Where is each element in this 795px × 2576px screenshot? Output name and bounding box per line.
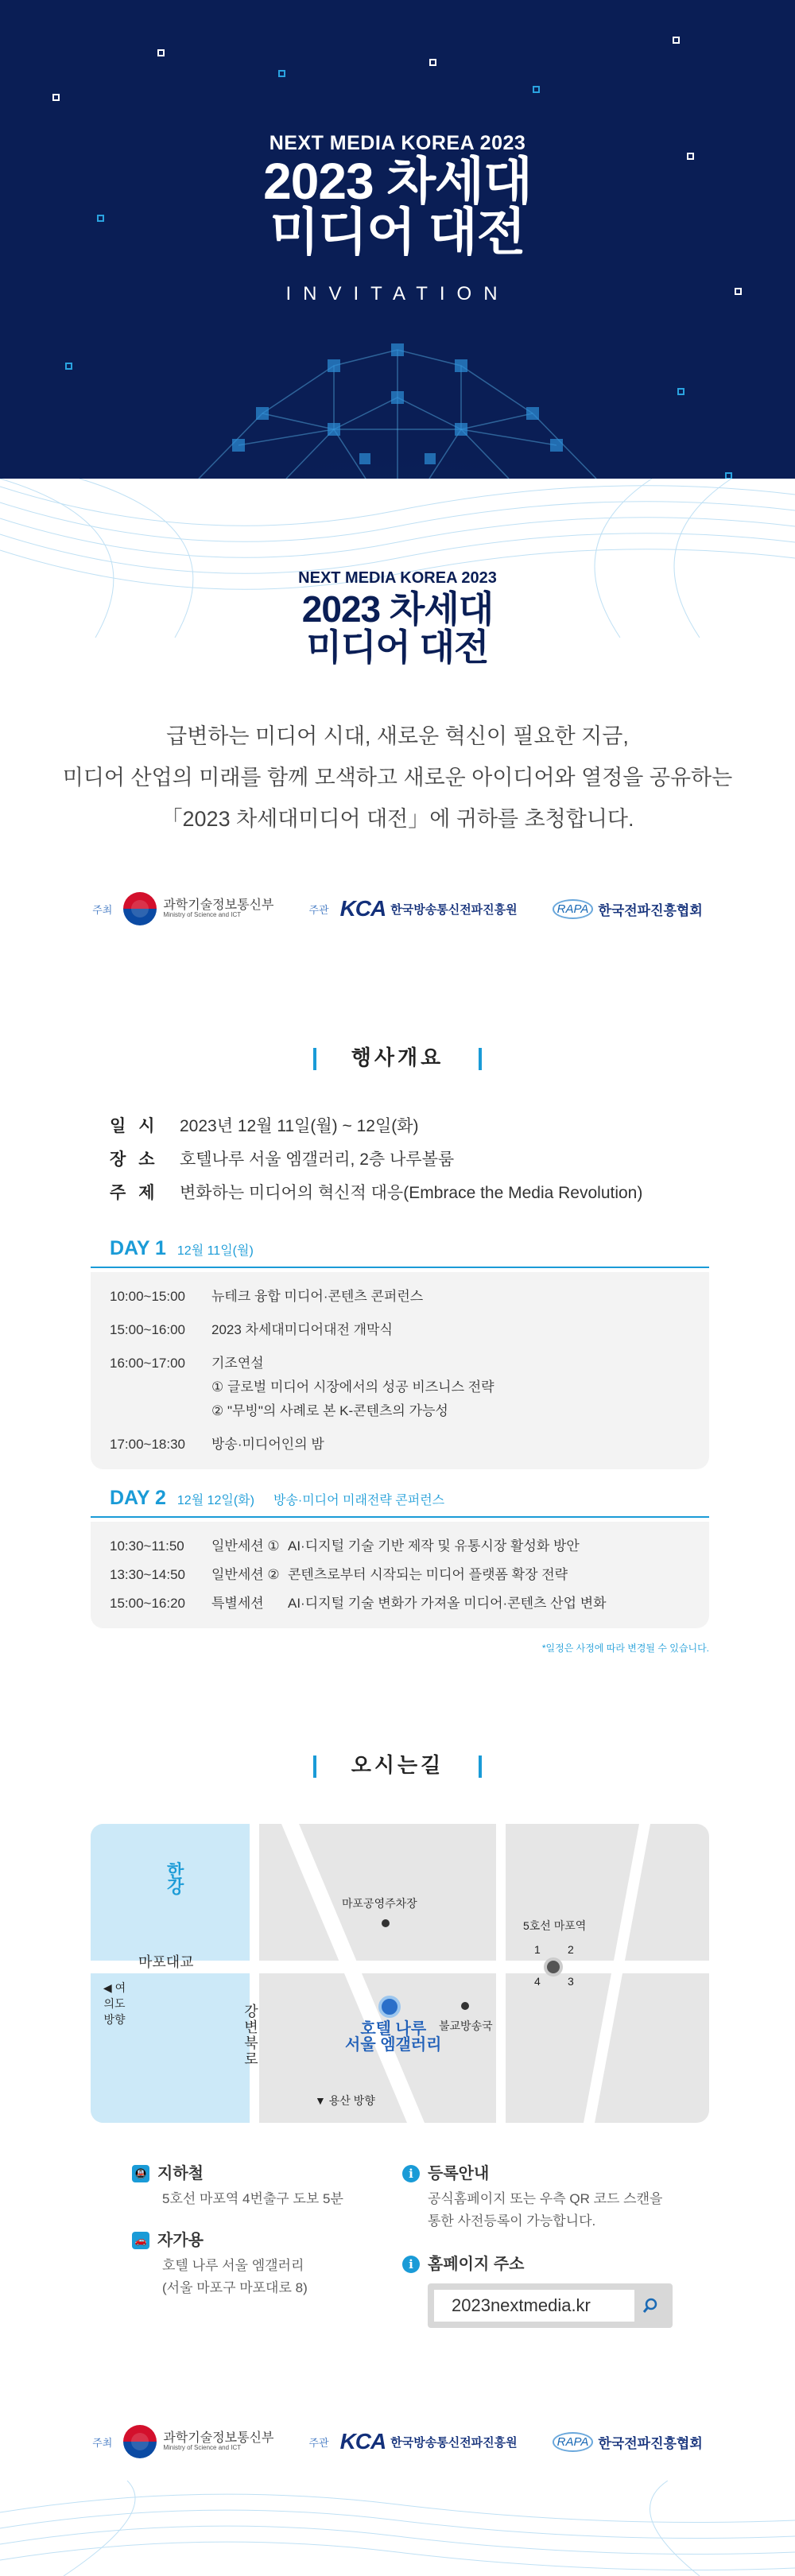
map-parking-label: 마포공영주차장 <box>342 1897 417 1910</box>
heading-bar <box>313 1048 316 1070</box>
decor-square <box>157 49 165 56</box>
map-bridge-label: 마포대교 <box>138 1954 194 1970</box>
registration-title: 등록안내 <box>428 2165 490 2182</box>
event-logo-line2: 미디어 대전 <box>306 627 489 668</box>
intro-line: 「2023 차세대미디어 대전」에 귀하를 초청합니다. <box>161 807 634 831</box>
wave-pattern-bottom <box>0 2481 795 2576</box>
schedule-row <box>110 1352 690 1375</box>
rapa-logo-icon: RAPA <box>553 899 594 919</box>
decor-square <box>52 94 60 101</box>
exit-label: 2 <box>568 1943 574 1956</box>
day2-schedule <box>91 1522 709 1628</box>
heading-bar <box>479 1755 482 1778</box>
host-label: 주최 <box>92 2436 113 2449</box>
rapa-logo-icon: RAPA <box>553 2432 594 2452</box>
day1-label: DAY 1 <box>110 1237 166 1259</box>
host-name-en: Ministry of Science and ICT <box>163 911 242 919</box>
map-temple-label: 불교방송국 <box>439 2019 493 2032</box>
search-icon[interactable] <box>634 2297 666 2314</box>
keynote-sub: ① 글로벌 미디어 시장에서의 성공 비즈니스 전략 <box>211 1379 494 1395</box>
car-text: (서울 마포구 마포대로 8) <box>162 2280 308 2295</box>
map-river-label: 한강 <box>167 1861 184 1897</box>
exit-label: 4 <box>534 1975 541 1988</box>
event-logo-line1: 2023 차세대 <box>301 588 494 630</box>
schedule-text: 콘텐츠로부터 시작되는 미디어 플랫폼 확장 전략 <box>288 1567 568 1582</box>
schedule-session: 일반세션 ① <box>211 1538 280 1554</box>
info-icon: i <box>402 2256 420 2273</box>
hero-title-line2: 미디어 대전 <box>270 204 525 261</box>
rapa-name: 한국전파진흥협회 <box>598 902 703 918</box>
schedule-time: 13:30~14:50 <box>110 1567 186 1582</box>
event-logo-title <box>0 590 795 666</box>
host-org <box>92 2425 273 2458</box>
day2-label: DAY 2 <box>110 1487 166 1509</box>
overview-value: 호텔나루 서울 엠갤러리, 2층 나루볼룸 <box>180 1150 455 1169</box>
schedule-row <box>110 1592 690 1616</box>
decor-square <box>429 59 436 66</box>
kca-name: 한국방송통신전파진흥원 <box>390 902 518 917</box>
overview-table <box>110 1110 714 1210</box>
organizer-label: 주관 <box>308 903 329 916</box>
schedule-time: 10:00~15:00 <box>110 1289 186 1304</box>
subway-title: 지하철 <box>157 2165 204 2182</box>
decor-square <box>673 37 680 44</box>
intro-line: 급변하는 미디어 시대, 새로운 혁신이 필요한 지금, <box>166 724 629 748</box>
rapa-org <box>553 899 703 919</box>
homepage-heading <box>402 2253 673 2275</box>
day2-track: 방송·미디어 미래전략 콘퍼런스 <box>273 1494 445 1507</box>
taegeuk-logo-icon <box>123 2425 157 2458</box>
rapa-org <box>553 2432 703 2452</box>
schedule-row <box>110 1534 690 1558</box>
host-org <box>92 892 273 925</box>
car-info <box>132 2229 308 2299</box>
overview-title: 행사개요 <box>351 1046 444 1069</box>
venue-marker-icon <box>378 1996 401 2018</box>
car-text: 호텔 나루 서울 엠갤러리 <box>162 2258 304 2273</box>
registration-info <box>402 2163 662 2233</box>
kca-logo-icon: KCA <box>339 2429 386 2454</box>
hero-banner <box>0 0 795 479</box>
schedule-row <box>110 1563 690 1587</box>
car-icon: 🚗 <box>132 2232 149 2249</box>
kca-org <box>308 896 517 921</box>
homepage-info <box>402 2253 673 2328</box>
keynote-sub: ② "무빙"의 사례로 본 K-콘텐츠의 가능성 <box>211 1403 448 1418</box>
schedule-time: 17:00~18:30 <box>110 1437 186 1452</box>
map-temple-dot <box>461 2002 469 2010</box>
host-name-ko: 과학기술정보통신부 <box>163 2431 274 2445</box>
venue-line: 호텔 나루 <box>360 2020 427 2038</box>
decor-square <box>533 86 540 93</box>
venue-label <box>345 2021 441 2053</box>
day1-schedule <box>91 1272 709 1469</box>
host-name-ko: 과학기술정보통신부 <box>163 898 274 912</box>
map-yongsan-label: ▼ 용산 방향 <box>315 2094 375 2107</box>
hero-kicker: NEXT MEDIA KOREA 2023 <box>269 132 526 154</box>
overview-row-date <box>110 1110 714 1143</box>
schedule-note: *일정은 사정에 따라 변경될 수 있습니다. <box>541 1643 709 1654</box>
overview-value: 2023년 12월 11일(월) ~ 12일(화) <box>180 1117 419 1135</box>
exit-label: 1 <box>534 1943 541 1956</box>
schedule-session: 일반세션 ② <box>211 1567 280 1582</box>
invitation-label: INVITATION <box>285 283 510 305</box>
overview-key: 일시 <box>110 1117 168 1135</box>
car-heading <box>132 2229 308 2252</box>
event-logo-kicker: NEXT MEDIA KOREA 2023 <box>298 569 497 587</box>
hero-title <box>0 153 795 261</box>
car-title: 자가용 <box>157 2232 204 2249</box>
map-parking-dot <box>382 1919 390 1927</box>
schedule-time: 10:30~11:50 <box>110 1538 184 1554</box>
map-road-label: 강변북로 <box>244 2004 258 2067</box>
overview-value: 변화하는 미디어의 혁신적 대응(Embrace the Media Revolution) <box>180 1184 643 1202</box>
day2-date: 12월 12일(화) <box>176 1494 254 1507</box>
day1-header <box>91 1237 709 1268</box>
overview-row-venue <box>110 1143 714 1177</box>
exit-label: 3 <box>568 1975 574 1988</box>
kca-name: 한국방송통신전파진흥원 <box>390 2435 518 2450</box>
subway-icon: 🚇 <box>132 2165 149 2182</box>
schedule-session: 특별세션 <box>211 1596 264 1611</box>
schedule-text: 기조연설 <box>211 1356 264 1371</box>
directions-heading <box>0 1749 795 1779</box>
heading-bar <box>313 1755 316 1778</box>
map-yeouido-label: ◀ 여의도 방향 <box>103 1981 126 2026</box>
map-station-label: 5호선 마포역 <box>523 1919 587 1932</box>
location-map[interactable] <box>91 1824 709 2123</box>
subway-heading <box>132 2163 343 2185</box>
schedule-text: AI·디지털 기술 변화가 가져올 미디어·콘텐츠 산업 변화 <box>288 1596 607 1611</box>
host-label: 주최 <box>92 903 113 916</box>
schedule-text: AI·디지털 기술 기반 제작 및 유통시장 활성화 방안 <box>288 1538 580 1554</box>
homepage-url-box[interactable] <box>428 2283 673 2328</box>
rapa-name: 한국전파진흥협회 <box>598 2435 703 2451</box>
schedule-row <box>110 1433 690 1457</box>
host-name-en: Ministry of Science and ICT <box>163 2444 242 2452</box>
overview-key: 장소 <box>110 1150 168 1169</box>
day1-date: 12월 11일(월) <box>176 1244 254 1258</box>
venue-line: 서울 엠갤러리 <box>345 2036 442 2054</box>
schedule-text: 뉴테크 융합 미디어·콘텐츠 콘퍼런스 <box>211 1289 424 1304</box>
intro-text <box>0 716 795 840</box>
overview-heading <box>0 1042 795 1071</box>
homepage-title: 홈페이지 주소 <box>428 2256 525 2273</box>
organizers-row <box>0 892 795 925</box>
info-icon: i <box>402 2165 420 2182</box>
subway-info <box>132 2163 343 2210</box>
registration-text: 공식홈페이지 또는 우측 QR 코드 스캔을 <box>428 2191 663 2206</box>
overview-key: 주제 <box>110 1184 168 1202</box>
subway-text: 5호선 마포역 4번출구 도보 5분 <box>162 2191 343 2206</box>
organizer-label: 주관 <box>308 2436 329 2449</box>
registration-heading <box>402 2163 662 2185</box>
schedule-time: 15:00~16:20 <box>110 1596 186 1611</box>
kca-logo-icon: KCA <box>339 896 386 921</box>
schedule-row <box>110 1285 690 1309</box>
schedule-time: 16:00~17:00 <box>110 1356 186 1371</box>
organizers-row-footer <box>0 2425 795 2458</box>
schedule-text: 2023 차세대미디어대전 개막식 <box>211 1322 393 1337</box>
host-name <box>163 898 273 919</box>
intro-line: 미디어 산업의 미래를 함께 모색하고 새로운 아이디어와 열정을 공유하는 <box>62 766 733 789</box>
subway-station-icon <box>544 1957 563 1977</box>
day2-header <box>91 1487 709 1518</box>
hero-title-line1: 2023 차세대 <box>263 153 532 210</box>
map-yeouido-text: 여의도 방향 <box>103 1981 126 2026</box>
overview-row-theme <box>110 1177 714 1210</box>
heading-bar <box>479 1048 482 1070</box>
kca-org <box>308 2429 517 2454</box>
host-name <box>163 2431 273 2452</box>
taegeuk-logo-icon <box>123 892 157 925</box>
registration-text: 통한 사전등록이 가능합니다. <box>428 2213 596 2229</box>
directions-title: 오시는길 <box>351 1753 444 1777</box>
decor-square <box>278 70 285 77</box>
schedule-text: 방송·미디어인의 밤 <box>211 1437 324 1452</box>
schedule-row <box>110 1318 690 1342</box>
schedule-time: 15:00~16:00 <box>110 1322 186 1337</box>
network-globe-graphic <box>0 310 795 479</box>
homepage-url[interactable]: 2023nextmedia.kr <box>434 2290 634 2322</box>
